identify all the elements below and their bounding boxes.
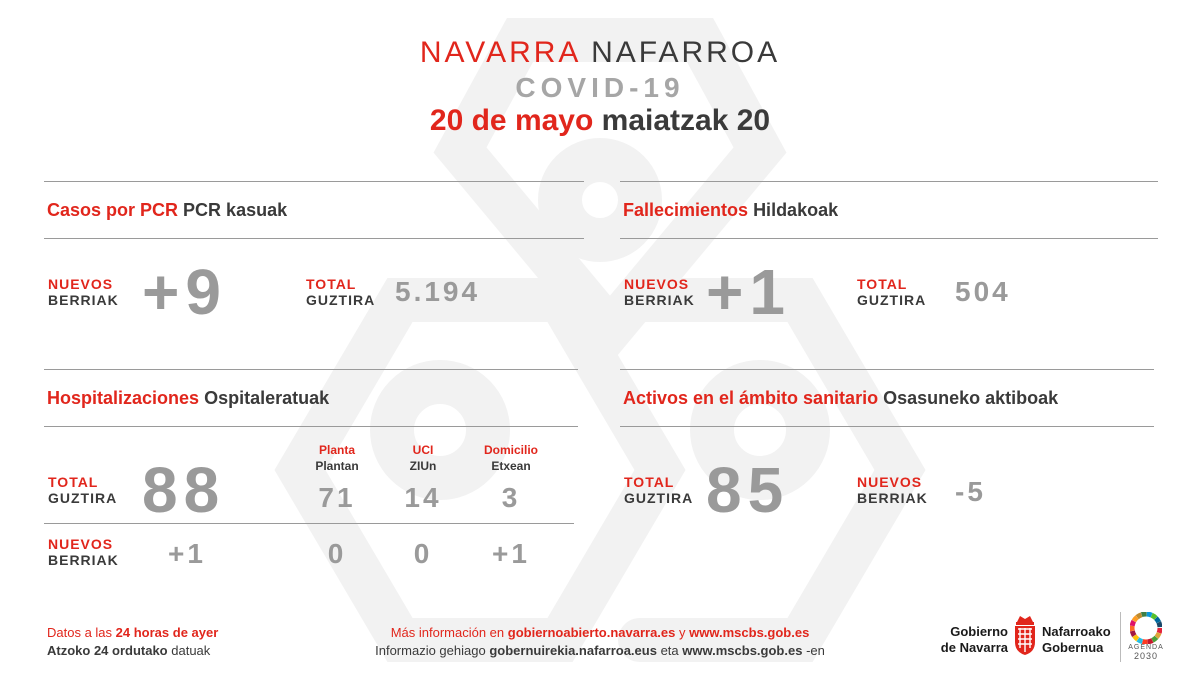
divider <box>620 181 1158 182</box>
pcr-total-label <box>306 276 375 308</box>
uci-es: UCI <box>412 443 434 457</box>
divider <box>620 426 1154 427</box>
title-es: NAVARRA <box>419 36 580 69</box>
domicilio-eu: Etxean <box>491 459 531 473</box>
divider <box>620 238 1158 239</box>
deaths-title-es: Fallecimientos <box>623 200 749 220</box>
hospital-total-value: 88 <box>142 454 226 526</box>
divider <box>44 181 584 182</box>
agenda-2030-label: AGENDA 2030 <box>1128 644 1164 661</box>
pcr-total-value: 5.194 <box>395 276 481 307</box>
deaths-new-value: +1 <box>706 256 791 328</box>
domicilio-es: Domicilio <box>483 443 538 457</box>
hospital-title-eu: Ospitaleratuak <box>204 388 330 408</box>
footer-data-eu: Atzoko 24 ordutako datuak <box>47 643 211 658</box>
logo-text-es: Gobierno de Navarra <box>940 624 1008 655</box>
hospital-col-domicilio-header <box>470 442 552 474</box>
health-workers-new-label <box>857 474 928 506</box>
divider <box>44 369 578 370</box>
pcr-total-es: TOTAL <box>306 276 357 292</box>
deaths-section-title <box>623 200 838 221</box>
logo-divider <box>1120 612 1121 662</box>
hospital-col-planta-header <box>300 442 374 474</box>
hospital-domicilio-total: 3 <box>501 482 521 513</box>
footer-more-info <box>300 624 900 660</box>
link-gobernuirekia[interactable]: gobernuirekia.nafarroa.eus <box>489 643 657 658</box>
pcr-total-eu: GUZTIRA <box>306 292 376 308</box>
link-mscbs-es[interactable]: www.mscbs.gob.es <box>689 625 810 640</box>
health-workers-title-es: Activos en el ámbito sanitario <box>623 388 879 408</box>
pcr-section-title <box>47 200 287 221</box>
page-title <box>0 36 1200 70</box>
hospital-new-es: NUEVOS <box>48 536 114 552</box>
hospital-total-es: TOTAL <box>48 474 99 490</box>
pcr-new-es: NUEVOS <box>48 276 114 292</box>
health-workers-new-es: NUEVOS <box>857 474 923 490</box>
hospital-domicilio-new: +1 <box>492 538 530 569</box>
title-eu: NAFARROA <box>591 36 781 69</box>
health-workers-total-label <box>624 474 693 506</box>
pcr-title-es: Casos por PCR <box>47 200 179 220</box>
page-subtitle: COVID-19 <box>515 72 685 103</box>
link-gobiernoabierto[interactable]: gobiernoabierto.navarra.es <box>507 625 676 640</box>
date-eu: maiatzak 20 <box>601 104 771 137</box>
hospital-total-label <box>48 474 117 506</box>
health-workers-section-title <box>623 388 1058 409</box>
hospital-col-uci-header <box>390 442 456 474</box>
deaths-total-label <box>857 276 926 308</box>
pcr-new-value: +9 <box>142 256 227 328</box>
health-workers-total-es: TOTAL <box>624 474 675 490</box>
hospital-uci-new: 0 <box>413 538 433 569</box>
divider <box>44 523 574 524</box>
logo-text-eu: Nafarroako Gobernua <box>1042 624 1111 655</box>
deaths-total-value: 504 <box>955 276 1011 307</box>
deaths-new-eu: BERRIAK <box>624 292 695 308</box>
navarra-coat-of-arms-icon <box>1012 614 1038 656</box>
footer-data-note <box>47 624 218 660</box>
pcr-new-label <box>48 276 119 308</box>
hospital-planta-total: 71 <box>318 482 356 513</box>
hospital-planta-new: 0 <box>327 538 347 569</box>
divider <box>44 426 578 427</box>
uci-eu: ZIUn <box>409 459 437 473</box>
hospital-title-es: Hospitalizaciones <box>47 388 200 408</box>
hospital-new-value: +1 <box>168 538 206 569</box>
planta-es: Planta <box>318 443 355 457</box>
footer-info-eu: Informazio gehiago gobernuirekia.nafarroa.eus eta www.mscbs.gob.es -en <box>375 643 825 658</box>
deaths-total-eu: GUZTIRA <box>857 292 927 308</box>
planta-eu: Plantan <box>315 459 359 473</box>
footer-info-es: Más información en gobiernoabierto.navarra.es y www.mscbs.gob.es <box>390 625 810 640</box>
link-mscbs-eu[interactable]: www.mscbs.gob.es <box>682 643 803 658</box>
hospital-section-title <box>47 388 329 409</box>
date-es: 20 de mayo <box>429 104 594 137</box>
divider <box>620 369 1154 370</box>
report-date <box>0 104 1200 138</box>
divider <box>44 238 584 239</box>
health-workers-new-value: -5 <box>955 476 986 507</box>
deaths-title-eu: Hildakoak <box>753 200 839 220</box>
pcr-new-eu: BERRIAK <box>48 292 119 308</box>
deaths-new-label <box>624 276 695 308</box>
hospital-total-eu: GUZTIRA <box>48 490 118 506</box>
health-workers-total-value: 85 <box>706 454 790 526</box>
health-workers-title-eu: Osasuneko aktiboak <box>883 388 1059 408</box>
sdg-wheel-icon <box>1130 612 1162 644</box>
pcr-title-eu: PCR kasuak <box>183 200 288 220</box>
hospital-uci-total: 14 <box>404 482 442 513</box>
health-workers-total-eu: GUZTIRA <box>624 490 694 506</box>
deaths-total-es: TOTAL <box>857 276 908 292</box>
hospital-new-eu: BERRIAK <box>48 552 119 568</box>
deaths-new-es: NUEVOS <box>624 276 690 292</box>
health-workers-new-eu: BERRIAK <box>857 490 928 506</box>
hospital-new-label <box>48 536 119 568</box>
footer-data-es: Datos a las 24 horas de ayer <box>47 625 219 640</box>
